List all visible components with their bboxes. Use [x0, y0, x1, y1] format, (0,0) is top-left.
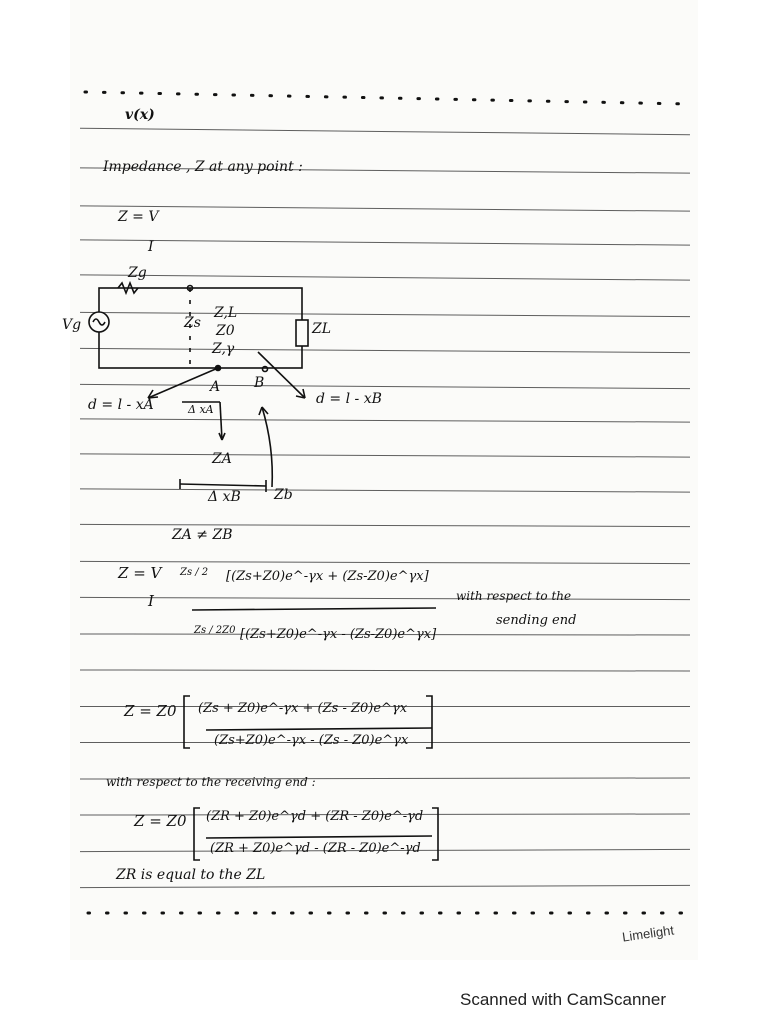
eq2-numerator: (Zs + Z0)e^-γx + (Zs - Z0)e^γx [198, 701, 408, 716]
circuit-vg-label: Vg [62, 317, 82, 333]
circuit-line-label: Z,L [214, 305, 238, 321]
point-b-label: B [254, 375, 265, 391]
eq1-denominator-prefix: Zs / 2Z0 [194, 625, 236, 636]
limelight-watermark: Limelight [621, 922, 675, 945]
circuit-zg-label: Zg [128, 265, 147, 281]
impedance-title: Impedance , Z at any point : [103, 159, 303, 175]
circuit-gamma-label: Z,γ [212, 341, 235, 357]
zb-label: Zb [274, 487, 293, 503]
receiving-note: with respect to the receiving end : [106, 775, 316, 789]
delta-xa-label: Δ xA [188, 403, 214, 416]
eq2-lhs: Z = Z0 [124, 702, 177, 720]
final-note: ZR is equal to the ZL [116, 867, 266, 883]
eq2-denominator: (Zs+Z0)e^-γx - (Zs - Z0)e^γx [214, 733, 409, 748]
circuit-z0-label: Z0 [216, 323, 235, 339]
eq1-denominator: [(Zs+Z0)e^-γx - (Zs-Z0)e^γx] [240, 627, 437, 642]
sending-note-line1: with respect to the [456, 589, 572, 603]
eq1-lhs-denominator: I [148, 592, 154, 610]
heading: v(x) [125, 107, 155, 123]
sending-note-line2: sending end [496, 613, 577, 628]
d-b-label: d = l - xB [316, 391, 382, 407]
eq3-denominator: (ZR + Z0)e^γd - (ZR - Z0)e^-γd [210, 841, 421, 856]
za-not-equal-zb: ZA ≠ ZB [172, 527, 233, 543]
eq1-numerator: [(Zs+Z0)e^-γx + (Zs-Z0)e^γx] [226, 569, 429, 584]
circuit-zs-label: Zs [184, 315, 201, 331]
point-a-label: A [210, 379, 221, 395]
d-a-label: d = l - xA [88, 397, 154, 413]
delta-xb-label: Δ xB [208, 489, 241, 505]
za-label: ZA [212, 451, 232, 467]
z-definition-numerator: Z = V [118, 209, 159, 225]
eq3-numerator: (ZR + Z0)e^γd + (ZR - Z0)e^-γd [206, 809, 424, 824]
eq3-lhs: Z = Z0 [134, 812, 187, 830]
z-definition-denominator: I [148, 239, 154, 255]
circuit-zl-label: ZL [312, 321, 332, 337]
eq1-lhs-numerator: Z = V [118, 564, 162, 582]
eq1-numerator-prefix: Zs / 2 [180, 567, 209, 578]
camscanner-footer: Scanned with CamScanner [460, 990, 667, 1009]
